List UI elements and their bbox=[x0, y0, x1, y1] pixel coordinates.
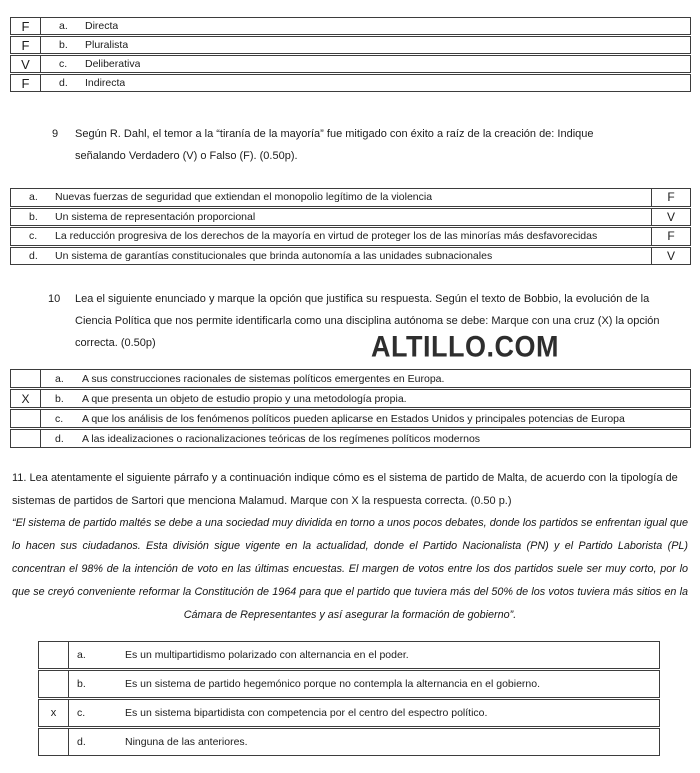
option-text: Deliberativa bbox=[85, 58, 141, 70]
vf-mark-cell: V bbox=[651, 209, 690, 226]
option-letter: b. bbox=[55, 392, 64, 405]
table-row bbox=[10, 208, 691, 227]
question-number: 9 bbox=[52, 128, 59, 140]
option-text: Es un sistema bipartidista con competencia por el centro del espectro político. bbox=[125, 707, 488, 719]
vf-mark-cell: F bbox=[651, 228, 690, 245]
option-text: Ninguna de las anteriores. bbox=[125, 736, 248, 748]
question-text: Según R. Dahl, el temor a la “tiranía de la mayoría” fue mitigado con éxito a raíz de la creación de: Indique señalando Verdadero (V) o Falso (F). (0.50p). bbox=[75, 128, 594, 162]
table-row bbox=[10, 36, 691, 54]
table-row bbox=[10, 188, 691, 207]
option-text: Indirecta bbox=[85, 77, 126, 89]
x-mark-cell bbox=[39, 671, 69, 697]
x-mark-cell bbox=[11, 370, 41, 387]
option-letter: a. bbox=[59, 20, 68, 32]
vf-mark-cell: F bbox=[11, 18, 41, 34]
option-text: A que presenta un objeto de estudio propio y una metodología propia. bbox=[82, 392, 407, 405]
option-letter: d. bbox=[59, 77, 68, 89]
x-mark-cell bbox=[11, 410, 41, 427]
table-row bbox=[10, 429, 691, 448]
option-letter: a. bbox=[77, 649, 86, 661]
option-text: Pluralista bbox=[85, 39, 129, 51]
option-text: A las idealizaciones o racionalizaciones teóricas de los regímenes políticos modernos bbox=[82, 432, 481, 445]
option-text: Un sistema de representación proporcional bbox=[55, 210, 256, 223]
option-text: A sus construcciones racionales de sistemas políticos emergentes en Europa. bbox=[82, 372, 445, 385]
option-letter: c. bbox=[59, 58, 68, 70]
option-letter: c. bbox=[55, 412, 64, 425]
question-9-table bbox=[10, 188, 691, 266]
x-mark-cell bbox=[11, 430, 41, 447]
table-row bbox=[10, 17, 691, 35]
x-mark-cell bbox=[39, 642, 69, 668]
option-text: A que los análisis de los fenómenos políticos pueden aplicarse en Estados Unidos y principales potencias de Europa bbox=[82, 412, 625, 425]
table-row bbox=[10, 247, 691, 266]
table-row bbox=[10, 389, 691, 408]
option-text: Directa bbox=[85, 20, 119, 32]
table-row bbox=[38, 641, 660, 669]
option-letter: b. bbox=[77, 678, 86, 690]
vf-mark-cell: F bbox=[11, 75, 41, 91]
table-row bbox=[10, 227, 691, 246]
option-letter: b. bbox=[29, 210, 38, 223]
option-text: Un sistema de garantías constitucionales que brinda autonomía a las unidades subnacionales bbox=[55, 249, 493, 262]
option-letter: c. bbox=[29, 230, 38, 243]
question-11: 11. Lea atentamente el siguiente párrafo y a continuación indique cómo es el sistema de partido de Malta, de acuerdo con la tipología de sistemas de partidos de Sartori que menciona Malamud. Marque con X la respuesta correcta. (0.50 p.) bbox=[12, 472, 678, 507]
answers-table-top bbox=[10, 17, 691, 93]
question-10-table bbox=[10, 369, 691, 449]
option-text: Es un sistema de partido hegemónico porque no contempla la alternancia en el gobierno. bbox=[125, 678, 541, 690]
vf-mark-cell: F bbox=[11, 37, 41, 53]
option-text: La reducción progresiva de los derechos de la mayoría en virtud de proteger los de las minorías más desfavorecidas bbox=[55, 230, 598, 243]
option-letter: d. bbox=[29, 249, 38, 262]
option-letter: b. bbox=[59, 39, 68, 51]
option-letter: c. bbox=[77, 707, 86, 719]
x-mark-cell: x bbox=[39, 700, 69, 726]
altillo-watermark: ALTILLO.COM bbox=[371, 330, 559, 364]
table-row bbox=[10, 369, 691, 388]
option-text: Nuevas fuerzas de seguridad que extiendan el monopolio legítimo de la violencia bbox=[55, 191, 433, 204]
x-mark-cell bbox=[39, 729, 69, 755]
option-text: Es un multipartidismo polarizado con alternancia en el poder. bbox=[125, 649, 409, 661]
vf-mark-cell: V bbox=[11, 56, 41, 72]
question-9 bbox=[52, 123, 635, 167]
table-row bbox=[10, 409, 691, 428]
table-row bbox=[10, 74, 691, 92]
option-letter: a. bbox=[29, 191, 38, 204]
table-row bbox=[38, 670, 660, 698]
vf-mark-cell: V bbox=[651, 248, 690, 265]
question-11-table bbox=[38, 641, 660, 757]
option-letter: a. bbox=[55, 372, 64, 385]
option-letter: d. bbox=[55, 432, 64, 445]
x-mark-cell: X bbox=[11, 390, 41, 407]
option-letter: d. bbox=[77, 736, 86, 748]
question-11-quote: “El sistema de partido maltés se debe a una sociedad muy dividida en torno a unos pocos debates, donde los partidos se enfrentan igual que lo hacen sus ciudadanos. Esta división sigue vigente en la actualidad, donde el Partido Nacionalista (PN) y el Partido Laborista (PL) concentran el 98% de la intención de voto en las últimas encuestas. El margen de votos entre los dos partidos suele ser muy corto, por lo que se creyó conveniente reformar la Constitución de 1964 para que el partido que tuviera más del 50% de los votos tuviera más sitios en la Cámara de Representantes y así asegurar la formación de gobierno”. bbox=[12, 517, 688, 621]
table-row bbox=[38, 728, 660, 756]
question-number: 10 bbox=[48, 293, 61, 305]
question-text: Lea el siguiente enunciado y marque la opción que justifica su respuesta. Según el texto de Bobbio, la evolución de la Ciencia Política que nos permite identificarla como una disciplina autónoma se debe: Marque con una cruz (X) la opción correcta. (0.50p) bbox=[75, 293, 660, 349]
vf-mark-cell: F bbox=[651, 189, 690, 206]
table-row bbox=[10, 55, 691, 73]
table-row bbox=[38, 699, 660, 727]
